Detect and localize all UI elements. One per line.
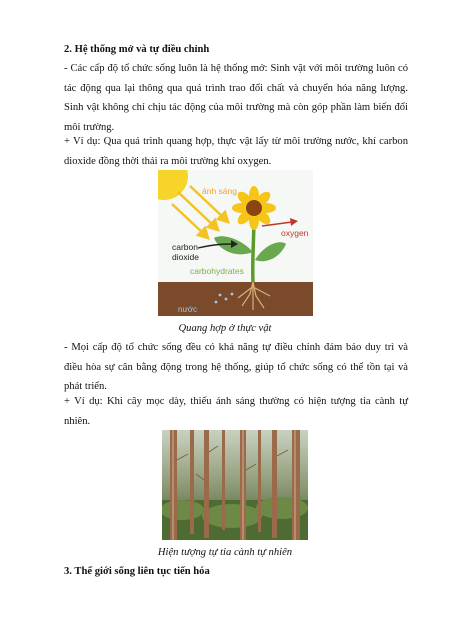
section-2-heading: 2. Hệ thống mở và tự điều chỉnh bbox=[64, 44, 210, 55]
photosynthesis-illustration bbox=[158, 170, 313, 316]
paragraph-open-system: - Các cấp độ tổ chức sống luôn là hệ thống mở: Sinh vật với môi trường luôn có tác động qua lại thông qua quá trình trao đổi chất và chuyển hóa năng lượng. Sinh vật không chỉ chịu tác động của môi trường mà còn góp phần làm biến đổi môi trường. bbox=[64, 63, 408, 133]
paragraph-pruning-example: + Ví dụ: Khi cây mọc dày, thiếu ánh sáng thường có hiện tượng tỉa cành tự nhiên. bbox=[64, 396, 408, 427]
co2-label-line2: dioxide bbox=[172, 252, 199, 262]
oxygen-label: oxygen bbox=[281, 228, 309, 238]
figure-1-caption: Quang hợp ở thực vật bbox=[178, 323, 272, 334]
paragraph-photosynthesis-example: + Ví dụ: Qua quá trình quang hợp, thực vật lấy từ môi trường nước, khí carbon dioxide đồng thời thải ra môi trường khí oxygen. bbox=[64, 136, 408, 167]
section-3-heading: 3. Thế giới sống liên tục tiến hóa bbox=[64, 566, 210, 577]
water-label: nước bbox=[178, 305, 198, 314]
light-label: ánh sáng bbox=[202, 186, 237, 196]
carbohydrates-label: carbohydrates bbox=[190, 266, 244, 276]
figure-2-caption: Hiện tượng tự tỉa cành tự nhiên bbox=[157, 547, 293, 558]
paragraph-self-regulation: - Mọi cấp độ tổ chức sống đều có khả năng tự điều chỉnh đảm bảo duy trì và điều hòa sự cân bằng động trong hệ thống, giúp tổ chức sống có thể tồn tại và phát triển. bbox=[64, 342, 408, 393]
forest-self-pruning-photo bbox=[162, 430, 308, 540]
co2-label-line1: carbon bbox=[172, 242, 198, 252]
